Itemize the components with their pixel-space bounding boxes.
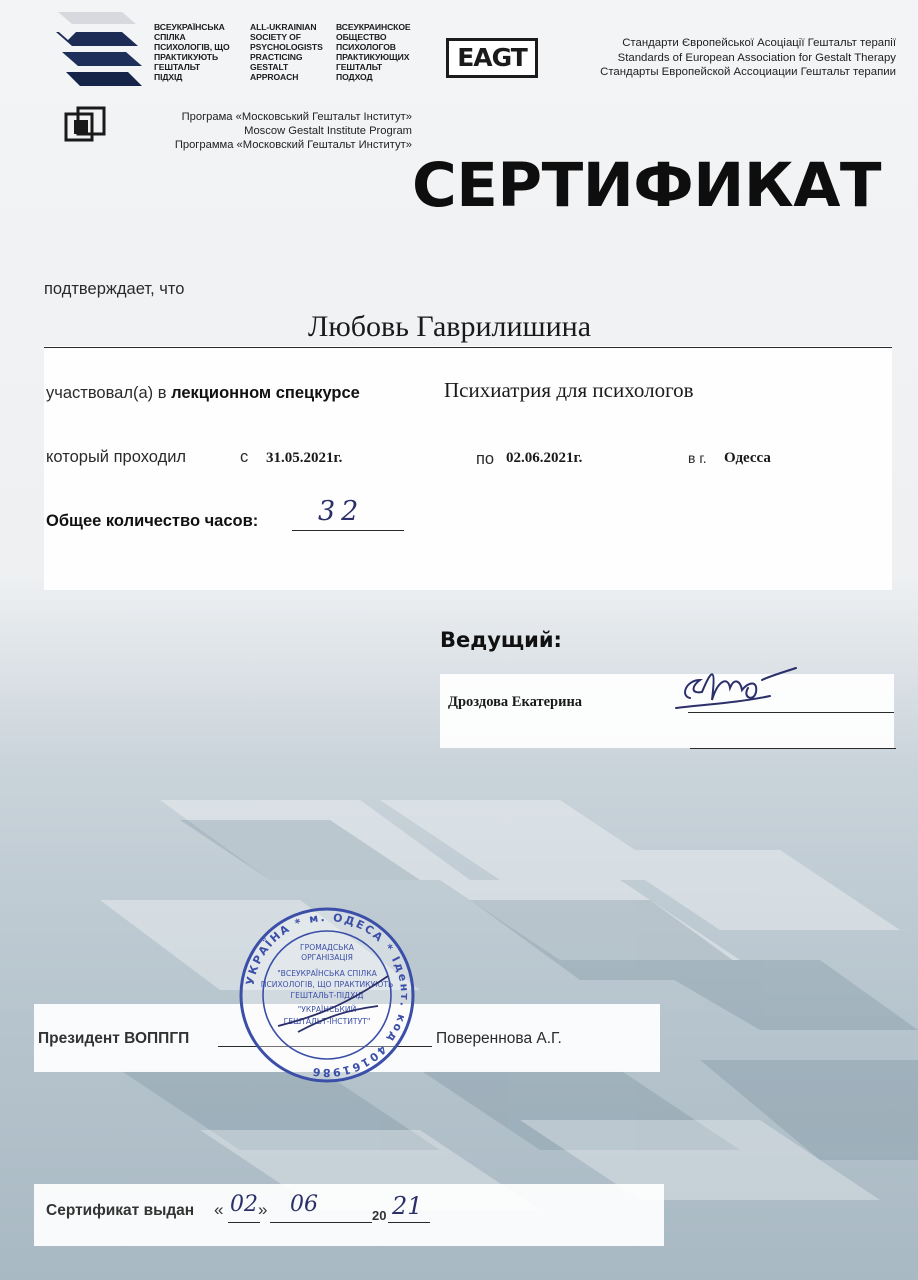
issued-year-prefix: 20: [372, 1208, 387, 1223]
host-second-line: [690, 748, 896, 749]
day-open-quote: «: [214, 1200, 224, 1219]
svg-text:УКРАЇНА * м. ОДЕСА * Ідент. ко: УКРАЇНА * м. ОДЕСА * Ідент. код 40161986: [243, 910, 412, 1080]
certificate-title: СЕРТИФИКАТ: [412, 150, 882, 221]
president-name: Повереннова А.Г.: [436, 1030, 562, 1047]
svg-text:"ВСЕУКРАЇНСЬКА СПІЛКА: "ВСЕУКРАЇНСЬКА СПІЛКА: [277, 969, 377, 978]
voppgp-logo-icon: [52, 10, 144, 98]
issued-year-underline: [388, 1222, 430, 1223]
hours-value: 32: [318, 496, 365, 527]
confirms-text: подтверждает, что: [44, 280, 185, 298]
hours-underline: [292, 530, 404, 531]
from-label: с: [240, 448, 249, 466]
host-name: Дроздова Екатерина: [448, 694, 583, 710]
society-name-ru: ВСЕУКРАИНСКОЕ ОБЩЕСТВО ПСИХОЛОГОВ ПРАКТИКУЮЩИХ ГЕШТАЛЬТ ПОДХОД: [336, 22, 411, 82]
host-signature: [672, 658, 802, 722]
eagt-logo: EAGT: [446, 38, 538, 78]
issued-month-underline: [270, 1222, 372, 1223]
svg-text:ГЕШТАЛЬТ-ПІДХІД: ГЕШТАЛЬТ-ПІДХІД: [290, 991, 364, 1000]
organization-stamp: [238, 906, 416, 1084]
held-label: который проходил: [46, 448, 187, 466]
issued-label: Сертификат выдан: [46, 1202, 195, 1219]
svg-text:ГЕШТАЛЬТ-ІНСТИТУТ": ГЕШТАЛЬТ-ІНСТИТУТ": [283, 1017, 371, 1026]
svg-text:ПСИХОЛОГІВ, ЩО ПРАКТИКУЮТЬ: ПСИХОЛОГІВ, ЩО ПРАКТИКУЮТЬ: [260, 980, 394, 989]
participation-text: участвовал(а) в лекционном спецкурсе: [46, 384, 360, 402]
city-name: Одесса: [724, 450, 771, 466]
issued-year-suffix: 21: [392, 1192, 423, 1220]
host-label: Ведущий:: [440, 628, 562, 652]
city-label: в г.: [688, 450, 707, 466]
svg-text:ГРОМАДСЬКА: ГРОМАДСЬКА: [300, 943, 354, 952]
eagt-standards-text: Стандарти Європейської Асоціації Гештальт терапії Standards of European Association for Gestalt Therapy Стандарты Европейской Ассоциации Гештальт терапии: [600, 37, 896, 78]
society-name-en: ALL-UKRAINIAN SOCIETY OF PSYCHOLOGISTS PRACTICING GESTALT APPROACH: [250, 22, 323, 82]
president-label: Президент ВОППГП: [38, 1030, 190, 1047]
to-label: по: [476, 450, 495, 468]
to-date: 02.06.2021г.: [506, 450, 583, 466]
issued-day-underline: [228, 1222, 260, 1223]
svg-text:"УКРАЇНСЬКИЙ: "УКРАЇНСЬКИЙ: [297, 1005, 357, 1014]
issued-month: 06: [290, 1192, 318, 1217]
issued-day: 02: [230, 1192, 258, 1217]
host-panel: [440, 674, 894, 748]
day-close-quote: »: [258, 1200, 268, 1219]
recipient-name: Любовь Гаврилишина: [308, 310, 592, 343]
course-name: Психиатрия для психологов: [444, 378, 694, 402]
society-name-ua: ВСЕУКРАЇНСЬКА СПІЛКА ПСИХОЛОГІВ, ЩО ПРАКТИКУЮТЬ ГЕШТАЛЬТ ПІДХІД: [154, 22, 230, 82]
mgi-logo-icon: [64, 106, 110, 148]
from-date: 31.05.2021г.: [266, 450, 343, 466]
svg-text:ОРГАНІЗАЦІЯ: ОРГАНІЗАЦІЯ: [301, 953, 353, 962]
hours-label: Общее количество часов:: [46, 512, 259, 530]
recipient-underline: [44, 347, 892, 348]
program-text: Програма «Московський Гештальт Інститут» Moscow Gestalt Institute Program Программа «Московский Гештальт Институт»: [174, 111, 412, 151]
